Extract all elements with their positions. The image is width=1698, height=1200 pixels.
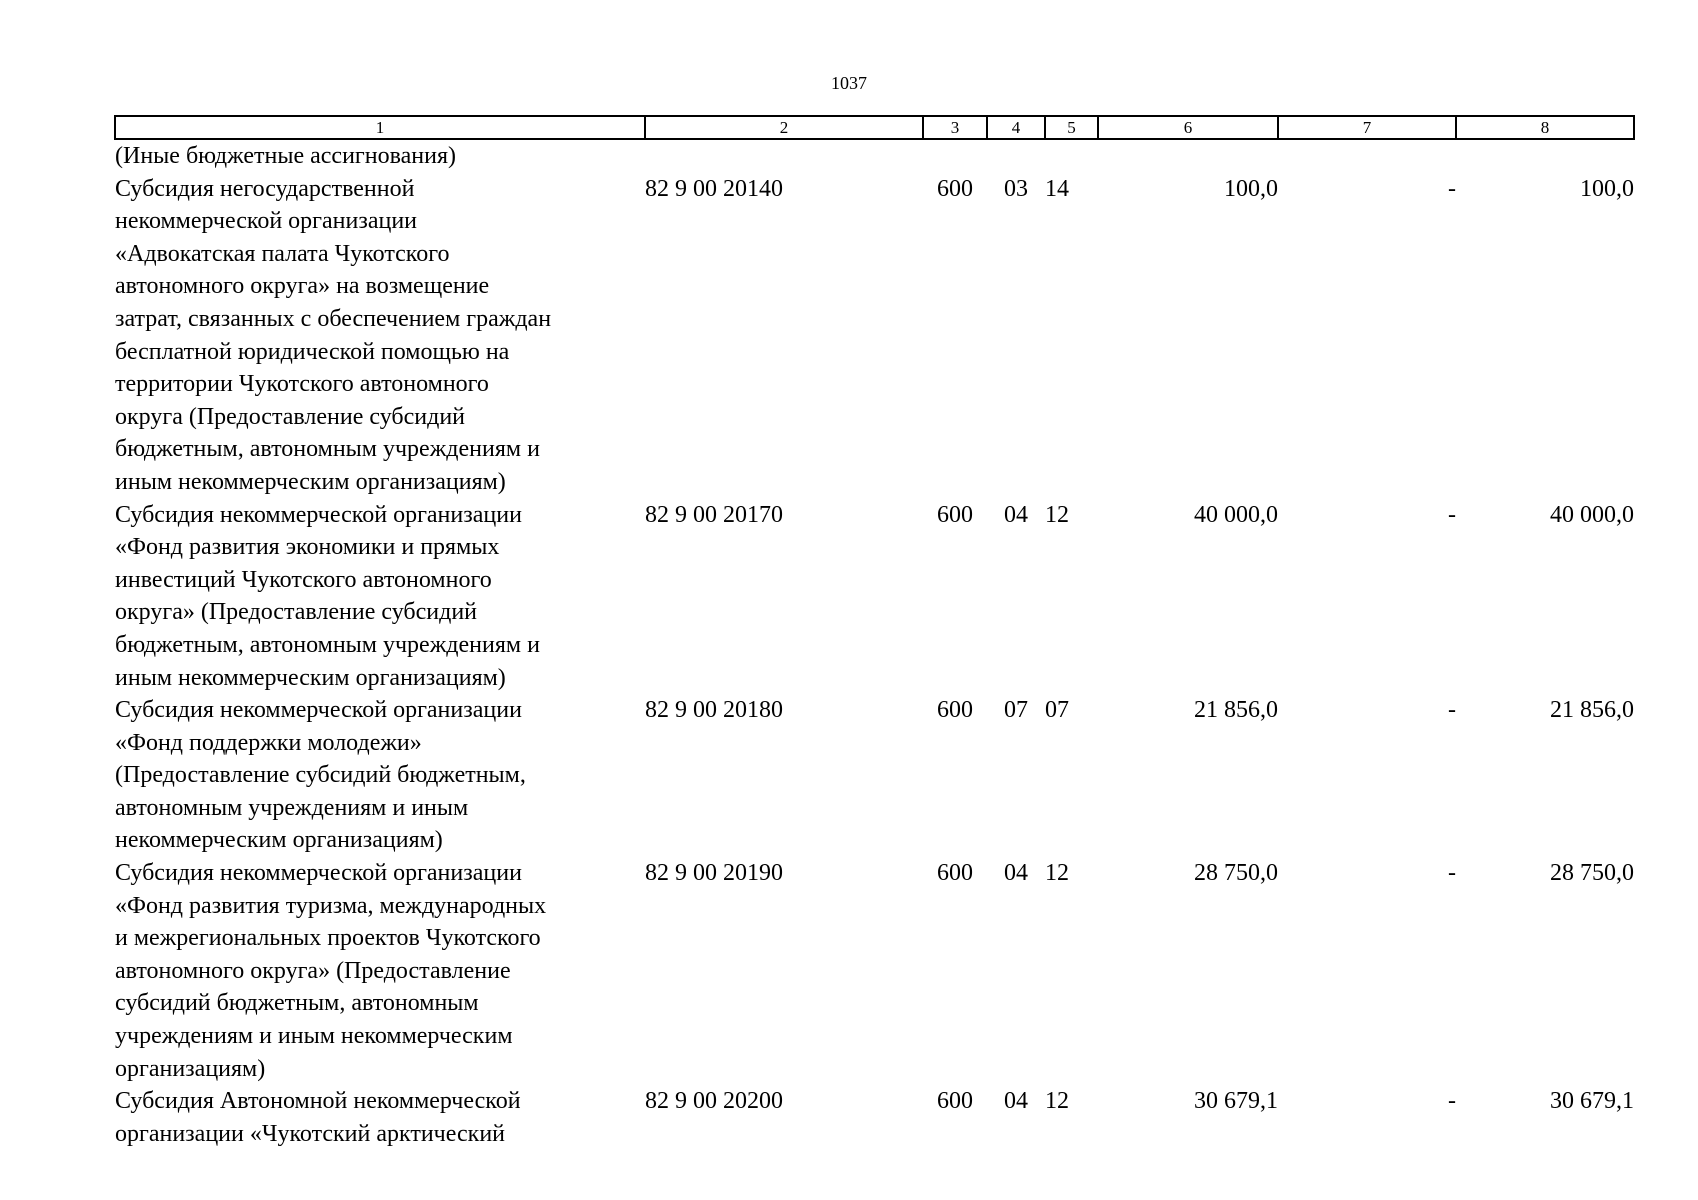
- description-line: Субсидия некоммерческой организации: [115, 501, 522, 528]
- continued-row: [115, 139, 1634, 173]
- row-col-5: 12: [1045, 501, 1069, 528]
- row-col-3: 600: [937, 1088, 973, 1115]
- row-col-8: 100,0: [1580, 175, 1634, 202]
- header-row: [115, 116, 1634, 139]
- row-code: 82 9 00 20190: [645, 860, 783, 887]
- row-col-5: 12: [1045, 860, 1069, 887]
- row-description: [115, 1085, 645, 1150]
- description-line: бюджетным, автономным учреждениям и: [115, 631, 540, 658]
- description-line: иным некоммерческим организациям): [115, 664, 506, 691]
- description-line: автономного округа» (Предоставление: [115, 957, 511, 984]
- description-line: учреждениям и иным некоммерческим: [115, 1023, 513, 1050]
- description-line: Субсидия Автономной некоммерческой: [115, 1088, 521, 1115]
- column-header-2: 2: [645, 116, 923, 139]
- row-col-6: 100,0: [1224, 175, 1278, 202]
- row-col-8: 30 679,1: [1550, 1088, 1634, 1115]
- row-col-5: 12: [1045, 1088, 1069, 1115]
- row-col-8: 40 000,0: [1550, 501, 1634, 528]
- continued-text: (Иные бюджетные ассигнования): [115, 143, 456, 169]
- description-line: «Фонд развития туризма, международных: [115, 892, 547, 919]
- description-line: округа» (Предоставление субсидий: [115, 599, 478, 626]
- row-col-7: -: [1448, 175, 1456, 202]
- table-body: [115, 139, 1634, 1150]
- column-header-1: 1: [115, 116, 645, 139]
- description-line: округа (Предоставление субсидий: [115, 403, 466, 430]
- description-line: Субсидия негосударственной: [115, 175, 415, 202]
- table-row: [115, 499, 1634, 695]
- description-line: автономного округа» на возмещение: [115, 273, 490, 300]
- row-col-8: 21 856,0: [1550, 697, 1634, 724]
- description-line: «Фонд развития экономики и прямых: [115, 534, 500, 561]
- row-description: [115, 173, 645, 499]
- column-header-7: 7: [1278, 116, 1456, 139]
- row-code: 82 9 00 20180: [645, 697, 783, 724]
- row-col-8: 28 750,0: [1550, 860, 1634, 887]
- description-line: организации «Чукотский арктический: [115, 1120, 505, 1147]
- budget-table: [114, 115, 1635, 1150]
- page-number: 1037: [831, 73, 867, 93]
- row-code: 82 9 00 20200: [645, 1088, 783, 1115]
- table-row: [115, 857, 1634, 1085]
- row-col-3: 600: [937, 175, 973, 202]
- description-line: Субсидия некоммерческой организации: [115, 860, 522, 887]
- row-col-6: 40 000,0: [1194, 501, 1278, 528]
- description-line: бесплатной юридической помощью на: [115, 338, 510, 365]
- column-header-6: 6: [1098, 116, 1278, 139]
- row-col-6: 21 856,0: [1194, 697, 1278, 724]
- description-line: иным некоммерческим организациям): [115, 468, 506, 495]
- table-row: [115, 173, 1634, 499]
- row-col-3: 600: [937, 860, 973, 887]
- row-col-7: -: [1448, 501, 1456, 528]
- column-header-8: 8: [1456, 116, 1634, 139]
- row-col-4: 07: [1004, 697, 1028, 724]
- description-line: инвестиций Чукотского автономного: [115, 566, 492, 593]
- table-row: [115, 1085, 1634, 1150]
- row-description: [115, 694, 645, 857]
- row-col-4: 03: [1004, 175, 1028, 202]
- row-description: [115, 857, 645, 1085]
- row-col-4: 04: [1004, 501, 1028, 528]
- row-col-7: -: [1448, 697, 1456, 724]
- description-line: Субсидия некоммерческой организации: [115, 697, 522, 724]
- row-col-4: 04: [1004, 860, 1028, 887]
- description-line: бюджетным, автономным учреждениям и: [115, 436, 540, 463]
- description-line: некоммерческим организациям): [115, 827, 443, 854]
- table-header: [115, 116, 1634, 139]
- column-header-5: 5: [1045, 116, 1098, 139]
- row-code: 82 9 00 20170: [645, 501, 783, 528]
- column-header-3: 3: [923, 116, 987, 139]
- row-col-6: 28 750,0: [1194, 860, 1278, 887]
- row-col-6: 30 679,1: [1194, 1088, 1278, 1115]
- row-col-7: -: [1448, 1088, 1456, 1115]
- description-line: некоммерческой организации: [115, 208, 418, 235]
- description-line: и межрегиональных проектов Чукотского: [115, 925, 541, 952]
- description-line: территории Чукотского автономного: [115, 371, 489, 398]
- row-col-5: 14: [1045, 175, 1069, 202]
- table-row: [115, 694, 1634, 857]
- description-line: субсидий бюджетным, автономным: [115, 990, 479, 1017]
- row-col-3: 600: [937, 501, 973, 528]
- row-code: 82 9 00 20140: [645, 175, 783, 202]
- row-col-5: 07: [1045, 697, 1069, 724]
- column-header-4: 4: [987, 116, 1045, 139]
- row-col-4: 04: [1004, 1088, 1028, 1115]
- row-col-3: 600: [937, 697, 973, 724]
- description-line: автономным учреждениям и иным: [115, 794, 469, 821]
- description-line: «Адвокатская палата Чукотского: [115, 240, 450, 267]
- description-line: «Фонд поддержки молодежи»: [115, 729, 422, 756]
- row-col-7: -: [1448, 860, 1456, 887]
- description-line: (Предоставление субсидий бюджетным,: [115, 762, 526, 789]
- description-line: затрат, связанных с обеспечением граждан: [115, 305, 552, 332]
- row-description: [115, 499, 645, 695]
- description-line: организациям): [115, 1055, 266, 1082]
